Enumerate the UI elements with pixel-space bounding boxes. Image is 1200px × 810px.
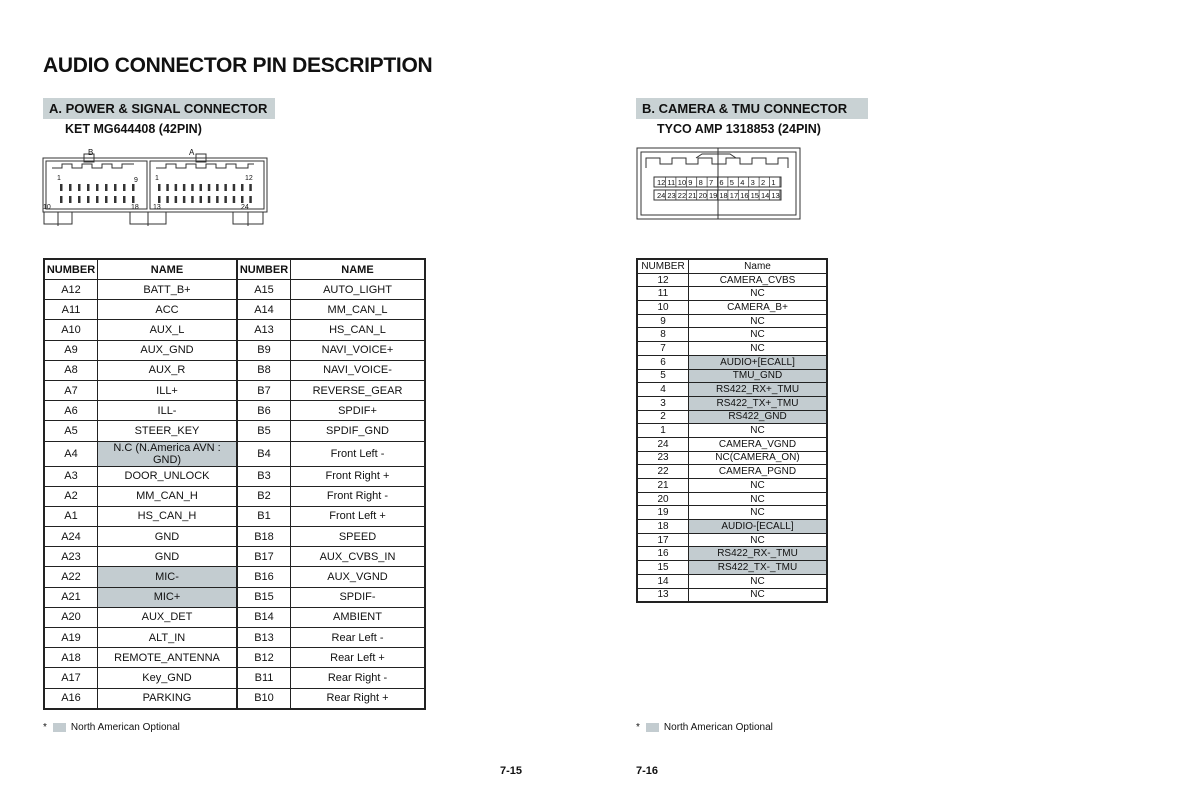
pin-number-cell: A16 (44, 688, 98, 709)
pin-number-label: 15 (750, 191, 759, 200)
pin-number-cell: A7 (44, 380, 98, 400)
pin-number-cell: 16 (637, 547, 689, 561)
pin-number-cell: 13 (637, 588, 689, 602)
table-row (637, 383, 827, 397)
pin-number-cell: B9 (237, 340, 291, 360)
table-row (44, 628, 425, 648)
col-number: NUMBER (237, 259, 291, 280)
pin-number-cell: A9 (44, 340, 98, 360)
pin-name-cell: Front Left - (291, 441, 426, 466)
pin-number-label: 2 (761, 178, 766, 187)
pin-number-cell: 17 (637, 533, 689, 547)
pin (123, 196, 126, 203)
pin-name-cell: PARKING (98, 688, 238, 709)
pin (78, 196, 81, 203)
pin-name-cell: NC (689, 342, 828, 356)
pin-label: 9 (134, 177, 138, 184)
pin-name-cell: Rear Right + (291, 688, 426, 709)
pin-name-cell: NC (689, 424, 828, 438)
pin-number-cell: 5 (637, 369, 689, 383)
table-row (637, 465, 827, 479)
label-a: A (189, 148, 195, 157)
pin (166, 184, 169, 191)
pin (60, 184, 63, 191)
pin (123, 184, 126, 191)
pin (191, 184, 194, 191)
table-row (637, 328, 827, 342)
label-b: B (88, 148, 94, 157)
pin-name-cell: NC (689, 287, 828, 301)
pin-number-label: 11 (667, 178, 676, 187)
pin-name-cell: DOOR_UNLOCK (98, 466, 238, 486)
pin-label: 10 (43, 204, 51, 211)
pin-name-cell: Front Right + (291, 466, 426, 486)
pin (132, 196, 135, 203)
pin-number-label: 10 (677, 178, 687, 187)
table-row (44, 466, 425, 486)
pin-name-cell: NAVI_VOICE- (291, 360, 426, 380)
section-a-subheading: KET MG644408 (42PIN) (65, 122, 202, 136)
pin-number-label: 8 (698, 178, 703, 187)
pin-number-cell: A11 (44, 300, 98, 320)
pin-name-cell: RS422_TX-_TMU (689, 561, 828, 575)
table-row (44, 421, 425, 441)
pin-name-cell: AUTO_LIGHT (291, 280, 426, 300)
pin (87, 184, 90, 191)
pin-number-label: 12 (657, 178, 666, 187)
pin (96, 196, 99, 203)
table-row (44, 486, 425, 506)
pin-name-cell: NC(CAMERA_ON) (689, 451, 828, 465)
pin-number-cell: B13 (237, 628, 291, 648)
pin (224, 184, 227, 191)
pin-number-cell: B15 (237, 587, 291, 607)
section-a-heading: A. POWER & SIGNAL CONNECTOR (43, 98, 275, 119)
pin-number-cell: B2 (237, 486, 291, 506)
pin-name-cell: NC (689, 588, 828, 602)
pin (158, 196, 161, 203)
table-row (44, 280, 425, 300)
col-name: NAME (98, 259, 238, 280)
pin (114, 184, 117, 191)
pin-number-cell: B16 (237, 567, 291, 587)
pin (96, 184, 99, 191)
pin-number-label: 19 (709, 191, 718, 200)
pin-name-cell: AUX_VGND (291, 567, 426, 587)
table-row (637, 547, 827, 561)
highlight-swatch (646, 723, 659, 732)
pin-name-cell: Key_GND (98, 668, 238, 688)
pin-number-label: 13 (771, 191, 780, 200)
pin-label: 13 (153, 204, 161, 211)
pin (233, 196, 236, 203)
pin-name-cell: SPDIF+ (291, 401, 426, 421)
pin-name-cell: HS_CAN_L (291, 320, 426, 340)
table-row (44, 648, 425, 668)
pin-name-cell: GND (98, 527, 238, 547)
table-row (44, 401, 425, 421)
pin-number-cell: 23 (637, 451, 689, 465)
pin-number-cell: B7 (237, 380, 291, 400)
table-row (637, 437, 827, 451)
pin-number-cell: B11 (237, 668, 291, 688)
pin-name-cell: REMOTE_ANTENNA (98, 648, 238, 668)
pin-name-cell: AUX_R (98, 360, 238, 380)
pin-name-cell: RS422_RX-_TMU (689, 547, 828, 561)
pin-number-cell: B18 (237, 527, 291, 547)
note-symbol: * (636, 722, 640, 733)
section-b-heading: B. CAMERA & TMU CONNECTOR (636, 98, 868, 119)
pin (241, 196, 244, 203)
pin-number-label: 17 (729, 191, 739, 200)
pin-name-cell: CAMERA_PGND (689, 465, 828, 479)
pin-number-cell: B10 (237, 688, 291, 709)
pin-name-cell: SPDIF- (291, 587, 426, 607)
pin-name-cell: Rear Left - (291, 628, 426, 648)
pin (191, 196, 194, 203)
pin-name-cell: REVERSE_GEAR (291, 380, 426, 400)
pin-name-cell: Front Left + (291, 506, 426, 526)
pin-number-cell: B6 (237, 401, 291, 421)
pin-name-cell: AUX_DET (98, 607, 238, 627)
pin-number-label: 20 (698, 191, 707, 200)
pin (60, 196, 63, 203)
note-text: North American Optional (70, 722, 180, 733)
pin-number-cell: A19 (44, 628, 98, 648)
pin (69, 196, 72, 203)
pin-name-cell: CAMERA_B+ (689, 301, 828, 315)
pin-number-cell: A14 (237, 300, 291, 320)
page-title: AUDIO CONNECTOR PIN DESCRIPTION (43, 54, 433, 77)
pin-name-cell: NC (689, 506, 828, 520)
table-row (637, 396, 827, 410)
pin-number-cell: A15 (237, 280, 291, 300)
table-row (44, 441, 425, 466)
pin-name-cell: Front Right - (291, 486, 426, 506)
pin-number-cell: A2 (44, 486, 98, 506)
pin (166, 196, 169, 203)
pin-name-cell: MIC+ (98, 587, 238, 607)
pin-name-cell: RS422_RX+_TMU (689, 383, 828, 397)
page-number: 7-15 (500, 765, 523, 777)
pin-name-cell: AUX_GND (98, 340, 238, 360)
pin (249, 184, 252, 191)
pin-number-label: 3 (750, 178, 755, 187)
table-row (44, 380, 425, 400)
pin-name-cell: SPEED (291, 527, 426, 547)
pin-number-cell: 10 (637, 301, 689, 315)
pin-number-cell: A21 (44, 587, 98, 607)
pin-name-cell: TMU_GND (689, 369, 828, 383)
table-row (637, 273, 827, 287)
note-a (43, 722, 180, 733)
pin (183, 184, 186, 191)
table-row (637, 479, 827, 493)
table-row (44, 340, 425, 360)
pin-number-cell: 12 (637, 273, 689, 287)
pin-name-cell: AUX_L (98, 320, 238, 340)
pin-name-cell: NC (689, 314, 828, 328)
pin-name-cell: MM_CAN_L (291, 300, 426, 320)
table-row (637, 492, 827, 506)
pin-name-cell: AUX_CVBS_IN (291, 547, 426, 567)
table-row (637, 301, 827, 315)
pin-number-cell: A22 (44, 567, 98, 587)
pin-number-cell: 6 (637, 355, 689, 369)
pin-name-cell: BATT_B+ (98, 280, 238, 300)
table-row (637, 506, 827, 520)
section-b-subheading: TYCO AMP 1318853 (24PIN) (657, 122, 821, 136)
pin-number-cell: A13 (237, 320, 291, 340)
pin-table-a (43, 258, 426, 710)
pin (233, 184, 236, 191)
pin-number-cell: B14 (237, 607, 291, 627)
table-row (637, 287, 827, 301)
table-row (637, 424, 827, 438)
pin-number-cell: 24 (637, 437, 689, 451)
pin (105, 196, 108, 203)
pin-number-cell: 21 (637, 479, 689, 493)
pin-number-cell: A6 (44, 401, 98, 421)
pin-number-cell: 20 (637, 492, 689, 506)
pin-name-cell: ALT_IN (98, 628, 238, 648)
pin-number-label: 9 (688, 178, 693, 187)
pin (208, 196, 211, 203)
pin-name-cell: NC (689, 328, 828, 342)
table-row (44, 668, 425, 688)
col-number: NUMBER (44, 259, 98, 280)
page-number: 7-16 (636, 765, 659, 777)
pin-name-cell: Rear Right - (291, 668, 426, 688)
pin-number-cell: A3 (44, 466, 98, 486)
pin-name-cell: AUDIO+[ECALL] (689, 355, 828, 369)
pin-label: 18 (131, 204, 139, 211)
pin-number-cell: A12 (44, 280, 98, 300)
pin-name-cell: NC (689, 479, 828, 493)
pin-name-cell: MIC- (98, 567, 238, 587)
pin-number-cell: A5 (44, 421, 98, 441)
pin (224, 196, 227, 203)
pin (241, 184, 244, 191)
pin (200, 184, 203, 191)
pin-name-cell: ILL- (98, 401, 238, 421)
pin-name-cell: AMBIENT (291, 607, 426, 627)
pin-name-cell: N.C (N.America AVN : GND) (98, 441, 238, 466)
note-b (636, 722, 773, 733)
table-row (637, 369, 827, 383)
table-row (637, 588, 827, 602)
pin (69, 184, 72, 191)
pin (175, 184, 178, 191)
pin-number-cell: 1 (637, 424, 689, 438)
pin-number-label: 21 (688, 191, 697, 200)
pin-number-cell: A4 (44, 441, 98, 466)
connector-a-diagram (40, 146, 272, 230)
pin-name-cell: CAMERA_VGND (689, 437, 828, 451)
table-row (637, 451, 827, 465)
pin-number-cell: B17 (237, 547, 291, 567)
table-row (44, 506, 425, 526)
pin (114, 196, 117, 203)
pin-number-cell: 9 (637, 314, 689, 328)
table-row (44, 567, 425, 587)
pin-name-cell: ILL+ (98, 380, 238, 400)
table-row (637, 520, 827, 534)
pin-number-cell: 18 (637, 520, 689, 534)
table-row (44, 688, 425, 709)
pin-number-cell: B3 (237, 466, 291, 486)
pin-number-label: 18 (719, 191, 728, 200)
pin-number-label: 6 (719, 178, 724, 187)
pin-number-cell: A23 (44, 547, 98, 567)
pin-name-cell: NC (689, 533, 828, 547)
col-number: NUMBER (637, 259, 689, 273)
pin-number-cell: 8 (637, 328, 689, 342)
pin (132, 184, 135, 191)
pin-table-b (636, 258, 828, 603)
table-row (637, 574, 827, 588)
highlight-swatch (53, 723, 66, 732)
pin-number-cell: 19 (637, 506, 689, 520)
pin-name-cell: NC (689, 574, 828, 588)
pin-number-cell: B1 (237, 506, 291, 526)
pin-name-cell: RS422_GND (689, 410, 828, 424)
pin-name-cell: RS422_TX+_TMU (689, 396, 828, 410)
pin-name-cell: MM_CAN_H (98, 486, 238, 506)
table-row (637, 410, 827, 424)
pin-number-label: 14 (761, 191, 770, 200)
pin-number-cell: 4 (637, 383, 689, 397)
pin-number-cell: 3 (637, 396, 689, 410)
pin-number-cell: A18 (44, 648, 98, 668)
pin-number-label: 7 (709, 178, 714, 187)
pin-number-cell: 15 (637, 561, 689, 575)
note-text: North American Optional (663, 722, 773, 733)
pin-number-cell: 2 (637, 410, 689, 424)
table-row (44, 300, 425, 320)
pin-name-cell: HS_CAN_H (98, 506, 238, 526)
pin-number-cell: A24 (44, 527, 98, 547)
pin-name-cell: Rear Left + (291, 648, 426, 668)
pin-label: 12 (245, 175, 253, 182)
table-row (44, 360, 425, 380)
pin-name-cell: NAVI_VOICE+ (291, 340, 426, 360)
pin (208, 184, 211, 191)
pin-label: 1 (155, 175, 159, 182)
pin (87, 196, 90, 203)
connector-b-diagram (636, 146, 802, 222)
pin (216, 184, 219, 191)
pin-number-cell: B8 (237, 360, 291, 380)
pin (105, 184, 108, 191)
table-row (637, 314, 827, 328)
pin-number-label: 16 (740, 191, 749, 200)
pin-number-cell: 22 (637, 465, 689, 479)
note-symbol: * (43, 722, 47, 733)
table-row (44, 607, 425, 627)
pin-name-cell: CAMERA_CVBS (689, 273, 828, 287)
pin-number-label: 5 (729, 178, 734, 187)
pin-number-cell: 11 (637, 287, 689, 301)
pin (216, 196, 219, 203)
pin-number-label: 1 (771, 178, 776, 187)
col-name: NAME (291, 259, 426, 280)
col-name: Name (689, 259, 828, 273)
table-row (44, 527, 425, 547)
pin-number-label: 23 (667, 191, 676, 200)
pin-name-cell: ACC (98, 300, 238, 320)
pin-name-cell: AUDIO-[ECALL] (689, 520, 828, 534)
pin (175, 196, 178, 203)
pin (183, 196, 186, 203)
pin-name-cell: GND (98, 547, 238, 567)
table-row (637, 355, 827, 369)
table-row (637, 561, 827, 575)
table-row (44, 320, 425, 340)
pin-number-cell: A20 (44, 607, 98, 627)
pin (200, 196, 203, 203)
pin-number-cell: A17 (44, 668, 98, 688)
pin-name-cell: SPDIF_GND (291, 421, 426, 441)
table-row (637, 342, 827, 356)
pin (249, 196, 252, 203)
pin-number-cell: A8 (44, 360, 98, 380)
pin-number-cell: B4 (237, 441, 291, 466)
pin-number-cell: A1 (44, 506, 98, 526)
pin-number-label: 4 (740, 178, 745, 187)
table-row (44, 587, 425, 607)
pin-number-label: 22 (677, 191, 687, 200)
pin-number-label: 24 (657, 191, 666, 200)
pin-number-cell: 7 (637, 342, 689, 356)
pin-number-cell: 14 (637, 574, 689, 588)
pin-name-cell: STEER_KEY (98, 421, 238, 441)
pin-label: 1 (57, 175, 61, 182)
pin-name-cell: NC (689, 492, 828, 506)
pin (158, 184, 161, 191)
table-row (44, 547, 425, 567)
pin-label: 24 (241, 204, 249, 211)
pin (78, 184, 81, 191)
table-row (637, 533, 827, 547)
pin-number-cell: A10 (44, 320, 98, 340)
pin-number-cell: B12 (237, 648, 291, 668)
pin-number-cell: B5 (237, 421, 291, 441)
